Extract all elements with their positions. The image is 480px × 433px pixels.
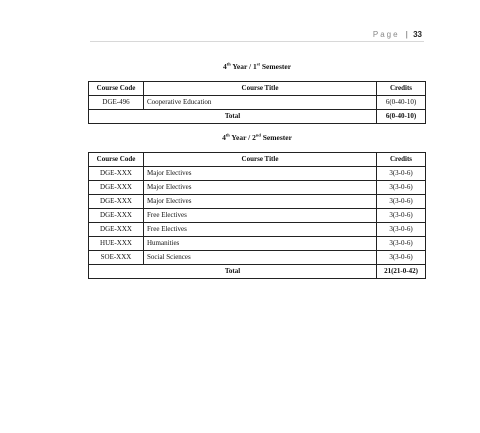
page-separator: |: [405, 30, 408, 39]
table-row: [89, 223, 426, 237]
table-row: [89, 195, 426, 209]
total-row: [89, 110, 426, 124]
course-credits: 3(3-0-6): [377, 223, 426, 237]
column-header-code: Course Code: [89, 82, 144, 96]
table-header-row: [89, 153, 426, 167]
table-row: [89, 237, 426, 251]
table-row: [89, 96, 426, 110]
total-label: Total: [89, 265, 377, 279]
course-title: Major Electives: [144, 167, 377, 181]
course-title: Humanities: [144, 237, 377, 251]
course-credits: 3(3-0-6): [377, 195, 426, 209]
course-title: Social Sciences: [144, 251, 377, 265]
semester-2-title: 4th Year / 2nd Semester: [222, 132, 292, 142]
course-code: DGE-XXX: [89, 167, 144, 181]
total-row: [89, 265, 426, 279]
table-row: [89, 181, 426, 195]
column-header-code: Course Code: [89, 153, 144, 167]
table-row: [89, 167, 426, 181]
course-title: Free Electives: [144, 223, 377, 237]
column-header-credits: Credits: [377, 82, 426, 96]
course-credits: 6(0-40-10): [377, 96, 426, 110]
course-code: DGE-496: [89, 96, 144, 110]
table-row: [89, 209, 426, 223]
course-code: DGE-XXX: [89, 209, 144, 223]
course-code: DGE-XXX: [89, 223, 144, 237]
course-code: DGE-XXX: [89, 181, 144, 195]
course-code: HUE-XXX: [89, 237, 144, 251]
column-header-credits: Credits: [377, 153, 426, 167]
course-credits: 3(3-0-6): [377, 251, 426, 265]
page-number: 33: [413, 30, 422, 39]
course-credits: 3(3-0-6): [377, 181, 426, 195]
total-label: Total: [89, 110, 377, 124]
column-header-title: Course Title: [144, 153, 377, 167]
page-label: Page: [372, 30, 400, 39]
course-credits: 3(3-0-6): [377, 167, 426, 181]
table-row: [89, 251, 426, 265]
course-credits: 3(3-0-6): [377, 237, 426, 251]
course-code: DGE-XXX: [89, 195, 144, 209]
total-credits: 6(0-40-10): [377, 110, 426, 124]
page-header: [373, 30, 422, 39]
course-title: Cooperative Education: [144, 96, 377, 110]
course-code: SOE-XXX: [89, 251, 144, 265]
column-header-title: Course Title: [144, 82, 377, 96]
course-title: Major Electives: [144, 195, 377, 209]
course-title: Major Electives: [144, 181, 377, 195]
semester-1-table: [88, 81, 426, 124]
semester-1-title: 4th Year / 1st Semester: [222, 61, 292, 71]
course-credits: 3(3-0-6): [377, 209, 426, 223]
total-credits: 21(21-0-42): [377, 265, 426, 279]
table-header-row: [89, 82, 426, 96]
semester-2-table: [88, 152, 426, 279]
header-rule: [90, 41, 424, 42]
course-title: Free Electives: [144, 209, 377, 223]
